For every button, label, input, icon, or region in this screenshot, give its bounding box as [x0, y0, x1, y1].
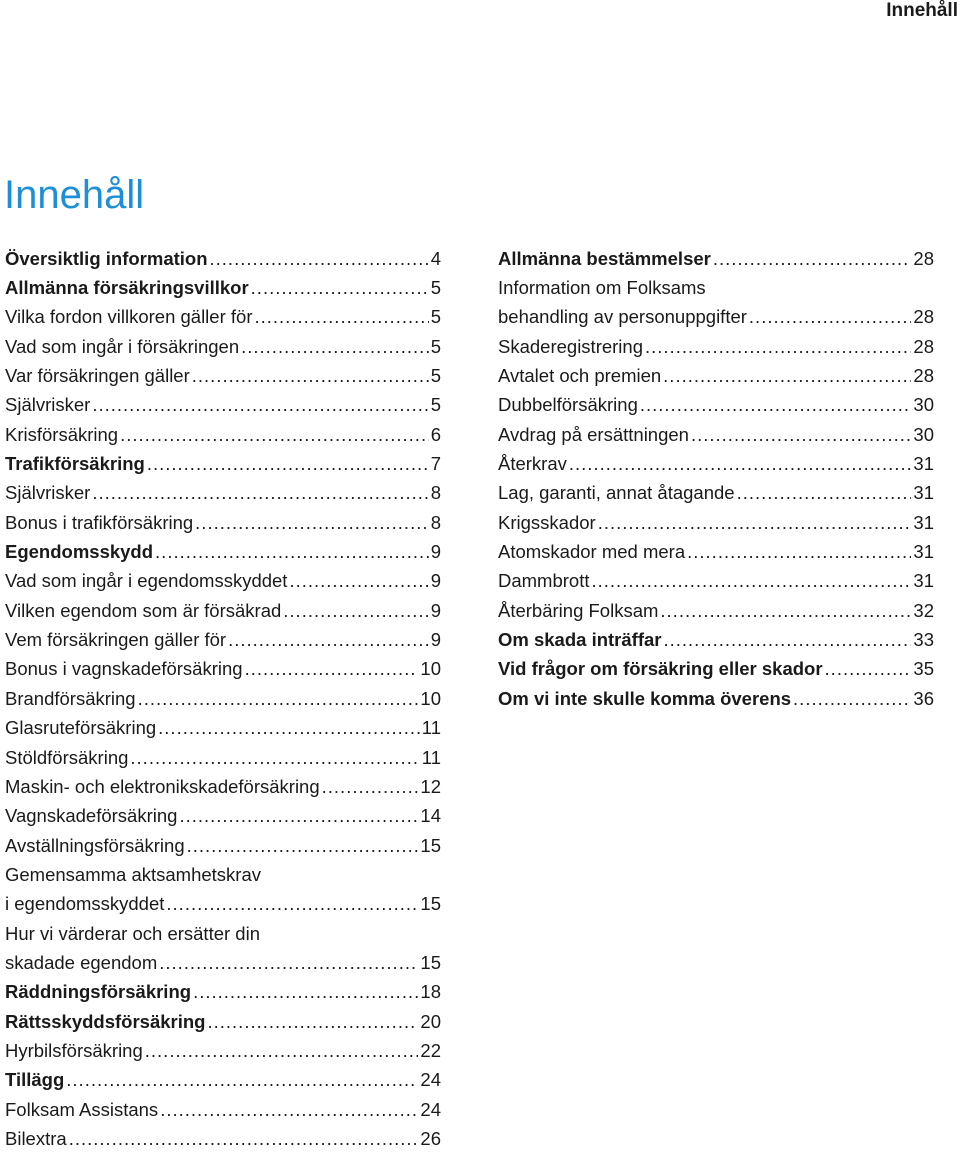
- toc-entry[interactable]: [5, 978, 441, 1007]
- dot-leader: [187, 835, 419, 857]
- dot-leader: [145, 1040, 419, 1062]
- toc-entry-page-number: 28: [913, 365, 934, 387]
- toc-entry[interactable]: [498, 479, 934, 508]
- toc-entry-title: Information om Folksams: [498, 277, 706, 299]
- toc-entry[interactable]: [5, 860, 441, 889]
- toc-entry[interactable]: [5, 684, 441, 713]
- dot-leader: [592, 570, 912, 592]
- toc-entry[interactable]: [5, 332, 441, 361]
- toc-entry-page-number: 15: [420, 893, 441, 915]
- toc-entry-page-number: 24: [420, 1098, 441, 1120]
- toc-entry[interactable]: [5, 1095, 441, 1124]
- toc-entry[interactable]: [5, 625, 441, 654]
- toc-entry[interactable]: [498, 449, 934, 478]
- toc-entry-page-number: 9: [430, 599, 441, 621]
- toc-entry-title: Krisförsäkring: [5, 423, 119, 445]
- toc-entry[interactable]: [498, 303, 934, 332]
- toc-entry-page-number: 18: [420, 981, 441, 1003]
- dot-leader: [645, 336, 911, 358]
- dot-leader: [92, 482, 428, 504]
- dot-leader: [92, 394, 428, 416]
- toc-entry[interactable]: [5, 567, 441, 596]
- dot-leader: [283, 600, 428, 622]
- toc-entry-title: Bonus i trafikförsäkring: [5, 511, 194, 533]
- toc-entry-title: Räddningsförsäkring: [5, 981, 192, 1003]
- toc-entry[interactable]: [5, 449, 441, 478]
- toc-entry[interactable]: [498, 567, 934, 596]
- toc-entry[interactable]: [498, 244, 934, 273]
- dot-leader: [166, 893, 418, 915]
- toc-entry-page-number: 31: [913, 570, 934, 592]
- toc-entry[interactable]: [5, 596, 441, 625]
- dot-leader: [207, 1011, 418, 1033]
- toc-entry-page-number: 9: [430, 541, 441, 563]
- toc-entry-page-number: 4: [430, 247, 441, 269]
- toc-entry-title: Rättsskyddsförsäkring: [5, 1010, 206, 1032]
- toc-entry-title: Maskin- och elektronikskadeförsäkring: [5, 775, 320, 797]
- toc-entry-title: Vagnskadeförsäkring: [5, 805, 178, 827]
- toc-entry[interactable]: [5, 1124, 441, 1153]
- page-title: Innehåll: [4, 173, 145, 217]
- toc-entry-page-number: 31: [913, 482, 934, 504]
- toc-entry-page-number: 5: [430, 277, 441, 299]
- toc-entry[interactable]: [5, 919, 441, 948]
- toc-entry[interactable]: [498, 391, 934, 420]
- toc-entry-title: Brandförsäkring: [5, 687, 136, 709]
- toc-entry-title: Glasruteförsäkring: [5, 717, 157, 739]
- toc-entry-page-number: 15: [420, 951, 441, 973]
- toc-right-column: [498, 244, 934, 714]
- toc-entry-page-number: 33: [913, 629, 934, 651]
- dot-leader: [663, 629, 911, 651]
- toc-entry-title: Översiktlig information: [5, 247, 208, 269]
- toc-entry-page-number: 6: [430, 423, 441, 445]
- toc-entry-page-number: 26: [420, 1127, 441, 1149]
- toc-entry-title: Krigsskador: [498, 511, 596, 533]
- toc-entry-title: Bonus i vagnskadeförsäkring: [5, 658, 243, 680]
- dot-leader: [66, 1069, 418, 1091]
- dot-leader: [160, 1099, 418, 1121]
- dot-leader: [193, 981, 418, 1003]
- toc-entry-title: Var försäkringen gäller: [5, 365, 190, 387]
- toc-entry-title: Egendomsskydd: [5, 541, 154, 563]
- toc-entry-page-number: 28: [913, 335, 934, 357]
- toc-entry[interactable]: [498, 684, 934, 713]
- toc-entry[interactable]: [498, 420, 934, 449]
- dot-leader: [195, 512, 429, 534]
- toc-entry-title: Återbäring Folksam: [498, 599, 659, 621]
- toc-entry[interactable]: [498, 596, 934, 625]
- toc-entry[interactable]: [5, 890, 441, 919]
- toc-entry[interactable]: [498, 332, 934, 361]
- dot-leader: [130, 747, 419, 769]
- toc-entry[interactable]: [5, 391, 441, 420]
- toc-entry[interactable]: [5, 1066, 441, 1095]
- toc-entry-page-number: 14: [420, 805, 441, 827]
- dot-leader: [192, 365, 429, 387]
- toc-entry-title: Om skada inträffar: [498, 629, 662, 651]
- toc-entry[interactable]: [5, 361, 441, 390]
- dot-leader: [687, 541, 911, 563]
- toc-entry-title: Återkrav: [498, 453, 567, 475]
- toc-entry-page-number: 10: [420, 687, 441, 709]
- dot-leader: [640, 394, 912, 416]
- toc-left-column: [5, 244, 441, 1154]
- toc-entry-title: Vilken egendom som är försäkrad: [5, 599, 282, 621]
- dot-leader: [663, 365, 911, 387]
- toc-entry-page-number: 22: [420, 1039, 441, 1061]
- toc-entry[interactable]: [5, 714, 441, 743]
- dot-leader: [660, 600, 911, 622]
- toc-entry-page-number: 5: [430, 335, 441, 357]
- toc-entry-page-number: 15: [420, 834, 441, 856]
- toc-entry[interactable]: [5, 479, 441, 508]
- toc-entry[interactable]: [498, 273, 934, 302]
- toc-entry-page-number: 31: [913, 511, 934, 533]
- toc-entry-title: Tillägg: [5, 1069, 65, 1091]
- dot-leader: [254, 306, 428, 328]
- toc-entry-page-number: 36: [913, 687, 934, 709]
- toc-entry-page-number: 8: [430, 482, 441, 504]
- toc-entry-page-number: 8: [430, 511, 441, 533]
- toc-entry-title: Vad som ingår i egendomsskyddet: [5, 570, 288, 592]
- toc-entry-title: Allmänna bestämmelser: [498, 247, 711, 269]
- toc-entry-title: Gemensamma aktsamhetskrav: [5, 863, 262, 885]
- toc-entry-page-number: 20: [420, 1010, 441, 1032]
- toc-entry[interactable]: [5, 420, 441, 449]
- toc-entry-page-number: 7: [430, 453, 441, 475]
- toc-entry-page-number: 5: [430, 306, 441, 328]
- dot-leader: [793, 688, 911, 710]
- toc-entry-page-number: 30: [913, 423, 934, 445]
- toc-entry-title: Självrisker: [5, 482, 91, 504]
- toc-entry[interactable]: [498, 655, 934, 684]
- dot-leader: [155, 541, 429, 563]
- toc-entry-title: Vad som ingår i försäkringen: [5, 335, 240, 357]
- dot-leader: [179, 805, 418, 827]
- dot-leader: [569, 453, 912, 475]
- dot-leader: [158, 717, 420, 739]
- dot-leader: [241, 336, 429, 358]
- toc-entry-title: Avställningsförsäkring: [5, 834, 185, 856]
- toc-entry[interactable]: [5, 655, 441, 684]
- toc-entry-title: Vem försäkringen gäller för: [5, 629, 227, 651]
- toc-entry[interactable]: [5, 948, 441, 977]
- toc-entry[interactable]: [5, 802, 441, 831]
- toc-entry-title: Dubbelförsäkring: [498, 394, 638, 416]
- toc-entry[interactable]: [498, 361, 934, 390]
- toc-entry-page-number: 31: [913, 453, 934, 475]
- dot-leader: [69, 1128, 419, 1150]
- toc-entry-title: Avtalet och premien: [498, 365, 662, 387]
- dot-leader: [749, 306, 912, 328]
- toc-entry-page-number: 9: [430, 629, 441, 651]
- dot-leader: [289, 570, 428, 592]
- toc-entry-title: Allmänna försäkringsvillkor: [5, 277, 249, 299]
- dot-leader: [147, 453, 429, 475]
- dot-leader: [210, 248, 429, 270]
- toc-entry-page-number: 28: [913, 247, 934, 269]
- toc-entry[interactable]: [5, 303, 441, 332]
- dot-leader: [159, 952, 418, 974]
- toc-entry-page-number: 5: [430, 394, 441, 416]
- toc-entry-title: Hur vi värderar och ersätter din: [5, 922, 260, 944]
- dot-leader: [713, 248, 912, 270]
- toc-entry-title: Dammbrott: [498, 570, 590, 592]
- toc-entry[interactable]: [5, 743, 441, 772]
- toc-entry[interactable]: [5, 273, 441, 302]
- dot-leader: [737, 482, 912, 504]
- toc-entry-title: Atomskador med mera: [498, 541, 686, 563]
- toc-entry-page-number: 32: [913, 599, 934, 621]
- toc-entry-title: Folksam Assistans: [5, 1098, 159, 1120]
- toc-entry[interactable]: [498, 625, 934, 654]
- running-header: Innehåll: [886, 0, 958, 21]
- toc-entry-page-number: 9: [430, 570, 441, 592]
- toc-entry[interactable]: [498, 537, 934, 566]
- dot-leader: [691, 424, 911, 446]
- toc-entry-title: Trafikförsäkring: [5, 453, 145, 475]
- toc-entry[interactable]: [5, 772, 441, 801]
- toc-entry[interactable]: [5, 831, 441, 860]
- toc-entry[interactable]: [5, 1036, 441, 1065]
- toc-entry-title: Självrisker: [5, 394, 91, 416]
- dot-leader: [228, 629, 429, 651]
- toc-entry-page-number: 31: [913, 541, 934, 563]
- dot-leader: [598, 512, 912, 534]
- toc-entry[interactable]: [5, 1007, 441, 1036]
- toc-entry-page-number: 35: [913, 658, 934, 680]
- toc-entry-title: Vid frågor om försäkring eller skador: [498, 658, 823, 680]
- toc-entry-page-number: 11: [421, 717, 441, 739]
- toc-entry-title: skadade egendom: [5, 951, 158, 973]
- toc-entry-page-number: 11: [421, 746, 441, 768]
- toc-entry-title: behandling av personuppgifter: [498, 306, 747, 328]
- toc-entry-page-number: 28: [913, 306, 934, 328]
- toc-entry-title: Skaderegistrering: [498, 335, 643, 357]
- toc-entry-title: Om vi inte skulle komma överens: [498, 687, 792, 709]
- toc-entry-page-number: 12: [420, 775, 441, 797]
- toc-entry-title: Bilextra: [5, 1127, 67, 1149]
- toc-entry-page-number: 5: [430, 365, 441, 387]
- toc-entry-page-number: 10: [420, 658, 441, 680]
- dot-leader: [825, 658, 912, 680]
- toc-entry-title: Avdrag på ersättningen: [498, 423, 689, 445]
- dot-leader: [251, 277, 429, 299]
- toc-entry-title: Lag, garanti, annat åtagande: [498, 482, 735, 504]
- toc-entry-title: Stöldförsäkring: [5, 746, 129, 768]
- dot-leader: [138, 688, 419, 710]
- toc-entry[interactable]: [5, 508, 441, 537]
- dot-leader: [322, 776, 419, 798]
- toc-entry-page-number: 30: [913, 394, 934, 416]
- toc-entry-title: i egendomsskyddet: [5, 893, 165, 915]
- toc-entry-title: Hyrbilsförsäkring: [5, 1039, 143, 1061]
- toc-entry-title: Vilka fordon villkoren gäller för: [5, 306, 253, 328]
- toc-entry[interactable]: [5, 244, 441, 273]
- dot-leader: [245, 658, 419, 680]
- toc-entry[interactable]: [5, 537, 441, 566]
- dot-leader: [120, 424, 429, 446]
- toc-entry[interactable]: [498, 508, 934, 537]
- toc-entry-page-number: 24: [420, 1069, 441, 1091]
